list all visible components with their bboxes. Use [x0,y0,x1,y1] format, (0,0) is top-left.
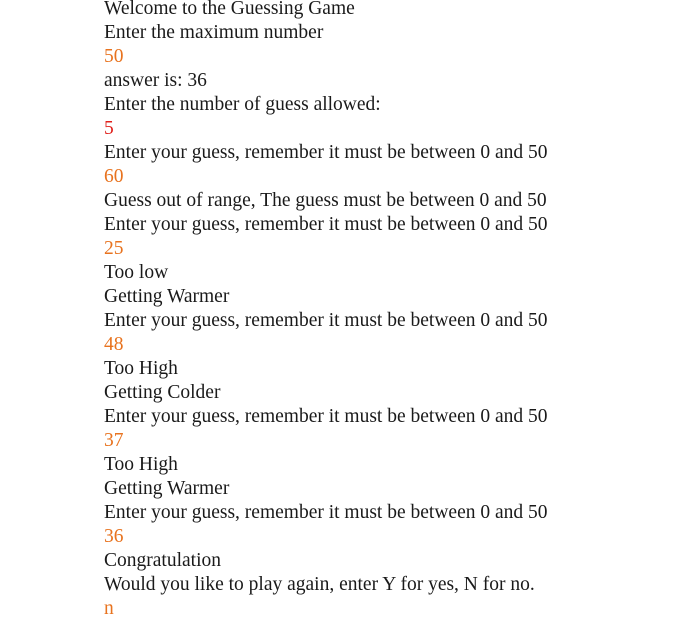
console-input-guess: 48 [104,334,124,355]
console-input-guess: 37 [104,430,124,451]
console-line-guess-prompt: Enter your guess, remember it must be between 0 and 50 [104,502,548,523]
console-line-guess-count-prompt: Enter the number of guess allowed: [104,94,381,115]
console-input-guess: 25 [104,238,124,259]
console-line-feedback: Too High [104,358,178,379]
console-input-max: 50 [104,46,124,67]
console-input-guess: 60 [104,166,124,187]
console-line-welcome: Welcome to the Guessing Game [104,0,355,19]
console-line-answer: answer is: 36 [104,70,207,91]
console-line-hint: Getting Warmer [104,286,230,307]
console-line-feedback: Too High [104,454,178,475]
console-input-play-again: n [104,598,114,619]
console-line-max-prompt: Enter the maximum number [104,22,324,43]
console-line-guess-prompt: Enter your guess, remember it must be between 0 and 50 [104,214,548,235]
console-line-congratulation: Congratulation [104,550,221,571]
console-output [104,0,548,621]
console-line-out-of-range: Guess out of range, The guess must be between 0 and 50 [104,190,547,211]
console-line-play-again-prompt: Would you like to play again, enter Y for yes, N for no. [104,574,535,595]
console-line-hint: Getting Colder [104,382,221,403]
console-line-guess-prompt: Enter your guess, remember it must be between 0 and 50 [104,406,548,427]
console-line-hint: Getting Warmer [104,478,230,499]
console-line-guess-prompt: Enter your guess, remember it must be between 0 and 50 [104,142,548,163]
console-input-guess-count: 5 [104,118,114,139]
console-line-guess-prompt: Enter your guess, remember it must be between 0 and 50 [104,310,548,331]
console-input-guess: 36 [104,526,124,547]
console-line-feedback: Too low [104,262,169,283]
